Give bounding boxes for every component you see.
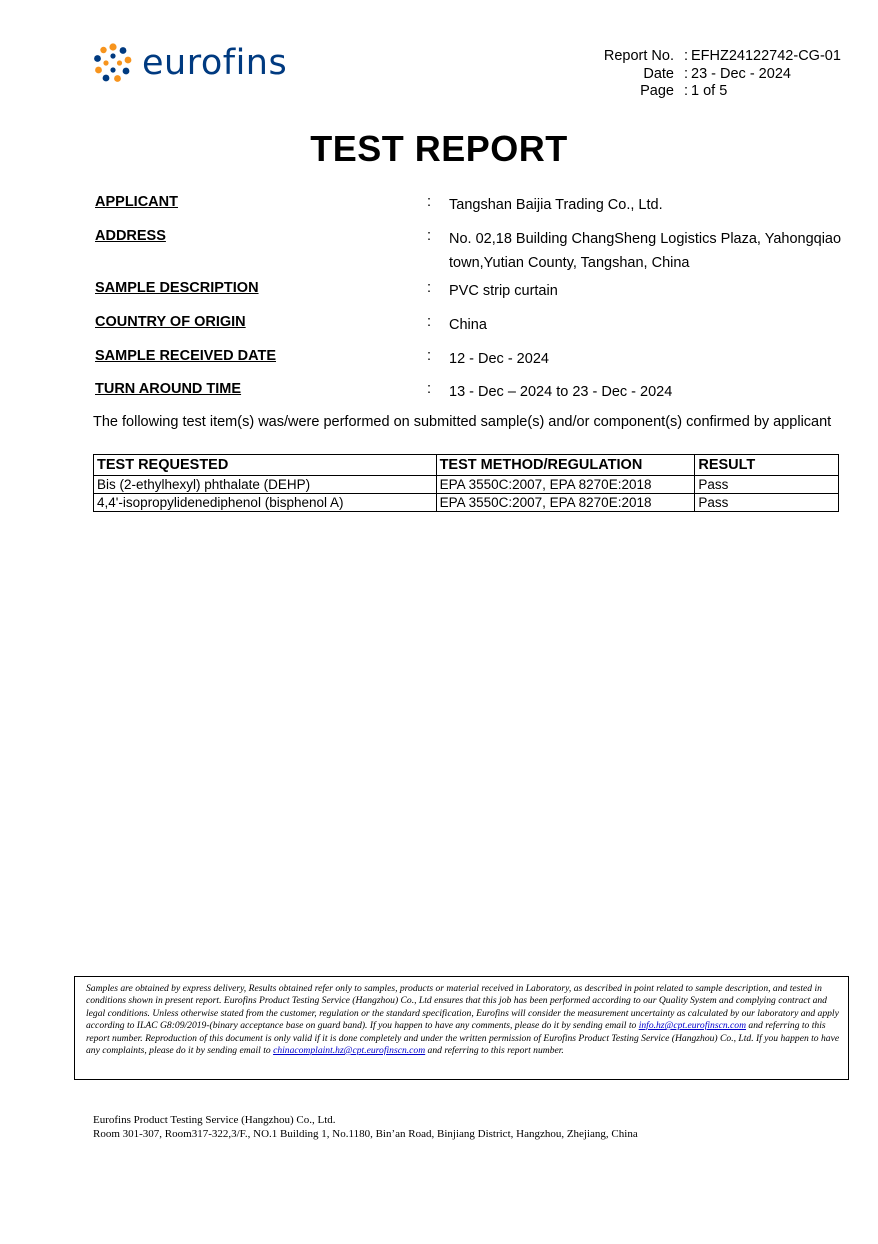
address-label: ADDRESS <box>95 228 166 244</box>
footer-company: Eurofins Product Testing Service (Hangzhou) Co., Ltd. <box>93 1114 336 1126</box>
header-test-method: TEST METHOD/REGULATION <box>436 455 695 476</box>
country-of-origin-label: COUNTRY OF ORIGIN <box>95 314 246 330</box>
report-date-row <box>560 66 841 84</box>
sample-received-date-value: 12 - Dec - 2024 <box>449 351 549 367</box>
report-date-value: 23 - Dec - 2024 <box>691 65 791 82</box>
test-requested-cell: 4,4'-isopropylidenediphenol (bisphenol A) <box>94 494 437 512</box>
disclaimer-box <box>74 976 849 1080</box>
applicant-label: APPLICANT <box>95 194 178 210</box>
report-number-label: Report No. <box>603 48 674 64</box>
complaint-email-link[interactable]: chinacomplaint.hz@cpt.eurofinscn.com <box>273 1045 426 1057</box>
report-number-row <box>560 48 841 66</box>
result-cell: Pass <box>695 494 839 512</box>
report-page-row <box>560 83 841 101</box>
sample-description-value: PVC strip curtain <box>449 283 558 299</box>
disclaimer-text: and referring to this report number. Reproduction of this document is only valid if it is done completely and under the written permission of Eurofins Product Testing Service (Hangzhou) Co., Ltd. If you happen to have any complaints, please do it by sending email to <box>86 1020 840 1057</box>
meta-colon: : <box>683 83 688 99</box>
test-method-cell: EPA 3550C:2007, EPA 8270E:2018 <box>436 494 695 512</box>
address-value: No. 02,18 Building ChangSheng Logistics Plaza, Yahongqiao town,Yutian County, Tangshan, China <box>449 231 842 271</box>
header-result: RESULT <box>695 455 839 476</box>
field-colon: : <box>427 348 432 364</box>
report-page-label: Page <box>640 83 674 99</box>
applicant-value: Tangshan Baijia Trading Co., Ltd. <box>449 197 663 213</box>
sample-description-label: SAMPLE DESCRIPTION <box>95 280 259 296</box>
page-title: TEST REPORT <box>310 128 568 169</box>
field-colon: : <box>427 228 432 244</box>
eurofins-wordmark: eurofins <box>142 43 288 83</box>
table-header-row <box>94 455 839 476</box>
disclaimer-text: Samples are obtained by express delivery, Results obtained refer only to samples, products or material received in Laboratory, as described in point related to sample description, and tested in conditions shown in present report. Eurofins Product Testing Service (Hangzhou) Co., Ltd ensures that this job has been performed according to our Quality System and complying contract and legal conditions. Unless otherwise stated from the customer, regulation or the standard specification, Eurofins will consider the measurement uncertainty as calculated by our laboratory and apply according to ILAC G8:09/2019-(binary acceptance base on guard band). If you happen to have any comments, please do it by sending email to <box>86 983 839 1032</box>
report-number-value: EFHZ24122742-CG-01 <box>691 48 841 64</box>
meta-colon: : <box>683 48 688 64</box>
result-cell: Pass <box>695 476 839 494</box>
table-row <box>94 494 839 512</box>
footer-address: Room 301-307, Room317-322,3/F., NO.1 Building 1, No.1180, Bin’an Road, Binjiang District, Hangzhou, Zhejiang, China <box>93 1127 638 1140</box>
field-colon: : <box>427 194 432 210</box>
info-email-link[interactable]: info.hz@cpt.eurofinscn.com <box>638 1020 747 1032</box>
eurofins-logo-icon <box>92 42 134 84</box>
intro-text: The following test item(s) was/were performed on submitted sample(s) and/or component(s) confirmed by applicant <box>93 414 832 430</box>
test-method-cell: EPA 3550C:2007, EPA 8270E:2018 <box>436 476 695 494</box>
table-row <box>94 476 839 494</box>
header-test-requested: TEST REQUESTED <box>94 455 437 476</box>
field-colon: : <box>427 314 432 330</box>
country-of-origin-value: China <box>449 317 487 333</box>
report-date-label: Date <box>643 65 674 82</box>
field-colon: : <box>427 280 432 296</box>
test-results-table <box>93 454 839 512</box>
eurofins-logo <box>92 42 287 84</box>
field-colon: : <box>427 381 432 397</box>
report-meta <box>560 48 841 101</box>
meta-colon: : <box>683 65 688 82</box>
turn-around-time-value: 13 - Dec – 2024 to 23 - Dec - 2024 <box>449 384 673 400</box>
footer <box>93 1114 638 1141</box>
disclaimer-text: and referring to this report number. <box>425 1045 564 1057</box>
turn-around-time-label: TURN AROUND TIME <box>95 381 242 397</box>
test-requested-cell: Bis (2-ethylhexyl) phthalate (DEHP) <box>94 476 437 494</box>
sample-received-date-label: SAMPLE RECEIVED DATE <box>95 348 277 364</box>
report-page-value: 1 of 5 <box>691 83 728 99</box>
